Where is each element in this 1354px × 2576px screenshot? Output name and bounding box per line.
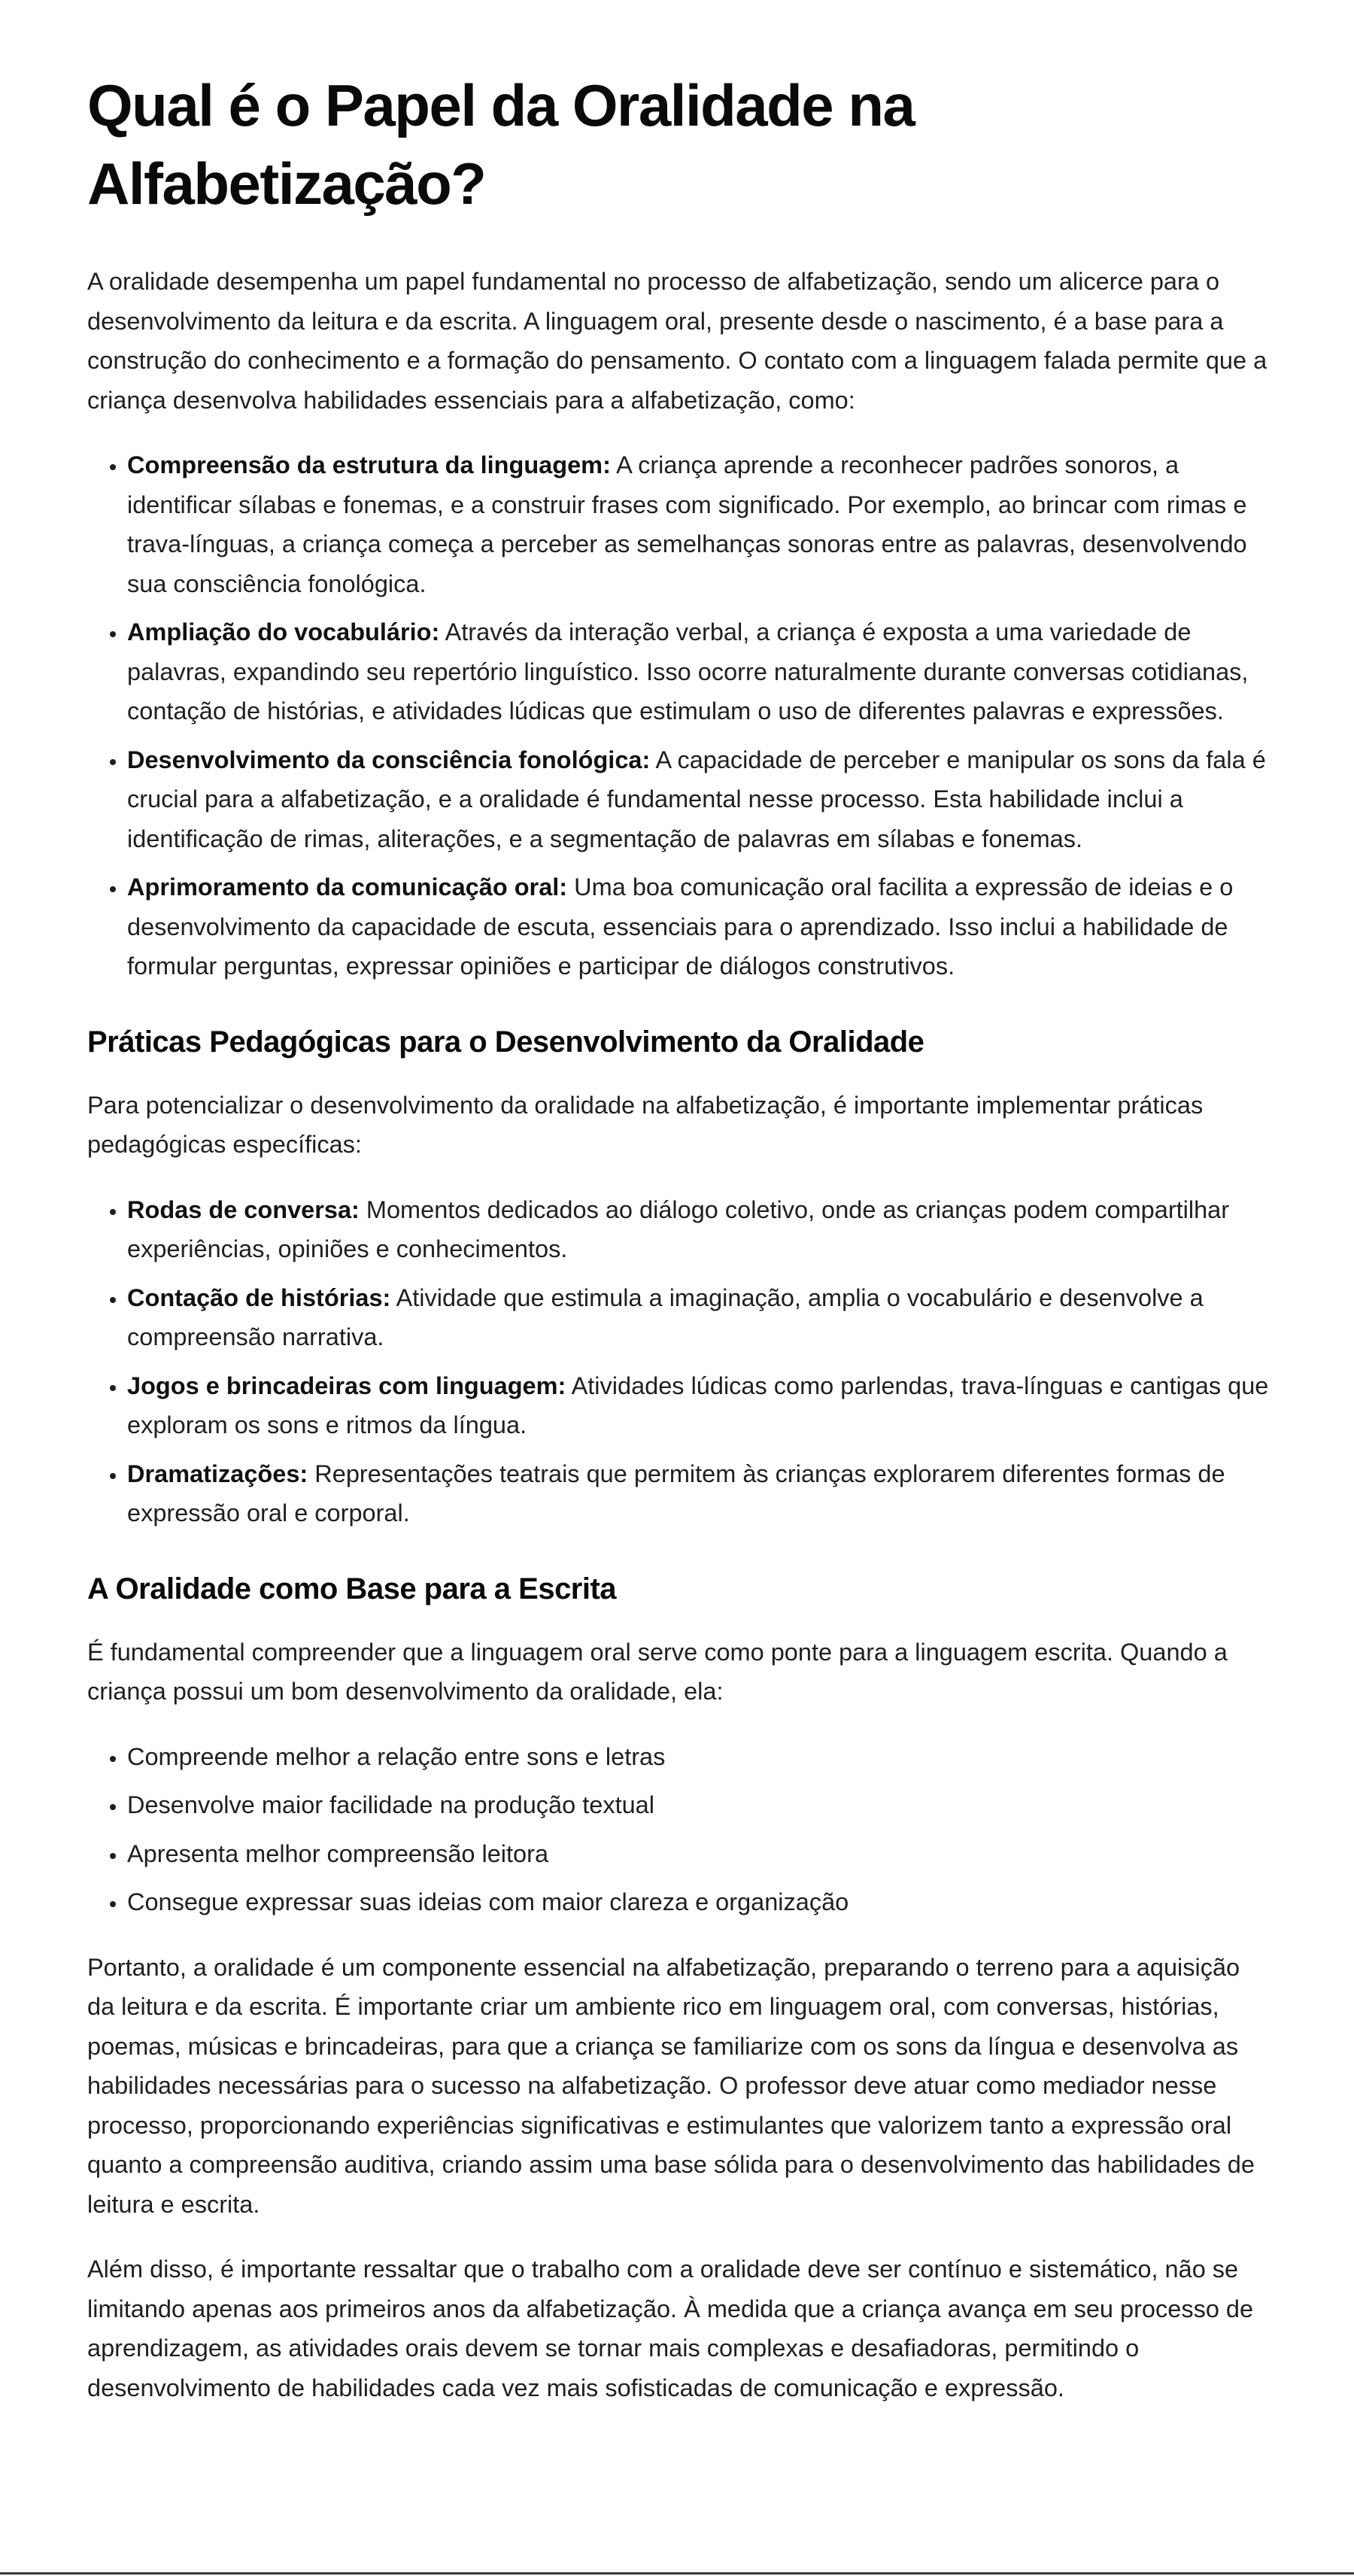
list-item-text: A criança aprende a reconhecer padrões sonoros, a identificar sílabas e fonemas, e a construir frases com significado. Por exemplo, ao brincar com rimas e trava-línguas, a criança começa a perceber as semelhanças sonoras entre as palavras, desenvolvendo sua consciência fonológica.	[127, 451, 1247, 597]
list-item-text: A capacidade de perceber e manipular os sons da fala é crucial para a alfabetização, e a oralidade é fundamental nesse processo. Esta habilidade inclui a identificação de rimas, aliterações, e a segmentação de palavras em sílabas e fonemas.	[127, 746, 1266, 852]
list-item-text: Momentos dedicados ao diálogo coletivo, onde as crianças podem compartilhar experiências, opiniões e conhecimentos.	[127, 1195, 1230, 1262]
section-heading-writing: A Oralidade como Base para a Escrita	[87, 1572, 617, 1605]
list-item	[127, 445, 1270, 603]
list-item-term: Dramatizações:	[127, 1460, 308, 1487]
list-item	[127, 612, 1270, 731]
list-item-text: Atividade que estimula a imaginação, amplia o vocabulário e desenvolve a compreensão narrativa.	[127, 1283, 1204, 1350]
list-item	[127, 1278, 1270, 1357]
list-item-term: Ampliação do vocabulário:	[127, 618, 440, 646]
list-item: • Consegue expressar suas ideias com maior clareza e organização	[127, 1882, 1270, 1922]
list-item: • Apresenta melhor compreensão leitora	[127, 1834, 1270, 1874]
list-item	[127, 740, 1270, 859]
practices-list	[87, 1190, 1270, 1533]
practices-intro: Para potencializar o desenvolvimento da oralidade na alfabetização, é importante implementar práticas pedagógicas específicas:	[87, 1091, 1204, 1158]
list-item	[127, 867, 1270, 986]
list-item	[127, 1190, 1270, 1269]
page-title: Qual é o Papel da Oralidade na Alfabetização?	[87, 72, 915, 217]
list-item	[127, 1454, 1270, 1533]
list-item	[127, 1366, 1270, 1445]
article	[87, 66, 1270, 2433]
list-item-term: Desenvolvimento da consciência fonológica:	[127, 746, 651, 773]
list-item-term: Compreensão da estrutura da linguagem:	[127, 451, 611, 478]
writing-intro: É fundamental compreender que a linguagem oral serve como ponte para a linguagem escrita. Quando a criança possui um bom desenvolvimento da oralidade, ela:	[87, 1638, 1228, 1705]
intro-paragraph: A oralidade desempenha um papel fundamental no processo de alfabetização, sendo um alicerce para o desenvolvimento da leitura e da escrita. A linguagem oral, presente desde o nascimento, é a base para a construção do conhecimento e a formação do pensamento. O contato com a linguagem falada permite que a criança desenvolva habilidades essenciais para a alfabetização, como:	[87, 268, 1267, 414]
list-item-term: Aprimoramento da comunicação oral:	[127, 873, 568, 901]
skills-list	[87, 445, 1270, 986]
bottom-divider	[0, 2572, 1354, 2574]
final-paragraph: Além disso, é importante ressaltar que o trabalho com a oralidade deve ser contínuo e sistemático, não se limitando apenas aos primeiros anos da alfabetização. À medida que a criança avança em seu processo de aprendizagem, as atividades orais devem se tornar mais complexas e desafiadoras, permitindo o desenvolvimento de habilidades cada vez mais sofisticadas de comunicação e expressão.	[87, 2256, 1254, 2401]
list-item-text: Através da interação verbal, a criança é exposta a uma variedade de palavras, expandindo seu repertório linguístico. Isso ocorre naturalmente durante conversas cotidianas, contação de histórias, e atividades lúdicas que estimulam o uso de diferentes palavras e expressões.	[127, 618, 1249, 724]
list-item: • Compreende melhor a relação entre sons e letras	[127, 1737, 1270, 1777]
list-item-text: Representações teatrais que permitem às crianças explorarem diferentes formas de expressão oral e corporal.	[127, 1460, 1225, 1526]
list-item-term: Jogos e brincadeiras com linguagem:	[127, 1372, 566, 1399]
section-heading-practices: Práticas Pedagógicas para o Desenvolvimento da Oralidade	[87, 1025, 924, 1059]
benefits-list	[87, 1737, 1270, 1922]
list-item-term: Contação de histórias:	[127, 1283, 391, 1311]
list-item-text: Uma boa comunicação oral facilita a expressão de ideias e o desenvolvimento da capacidade de escuta, essenciais para o aprendizado. Isso inclui a habilidade de formular perguntas, expressar opiniões e participar de diálogos construtivos.	[127, 873, 1234, 980]
conclusion-paragraph: Portanto, a oralidade é um componente essencial na alfabetização, preparando o terreno para a aquisição da leitura e da escrita. É importante criar um ambiente rico em linguagem oral, com conversas, histórias, poemas, músicas e brincadeiras, para que a criança se familiarize com os sons da língua e desenvolva as habilidades necessárias para o sucesso na alfabetização. O professor deve atuar como mediador nesse processo, proporcionando experiências significativas e estimulantes que valorizem tanto a expressão oral quanto a compreensão auditiva, criando assim uma base sólida para o desenvolvimento das habilidades de leitura e escrita.	[87, 1953, 1255, 2218]
list-item-term: Rodas de conversa:	[127, 1195, 360, 1223]
list-item: • Desenvolve maior facilidade na produção textual	[127, 1785, 1270, 1825]
list-item-text: Atividades lúdicas como parlendas, trava-línguas e cantigas que exploram os sons e ritmos da língua.	[127, 1372, 1269, 1438]
